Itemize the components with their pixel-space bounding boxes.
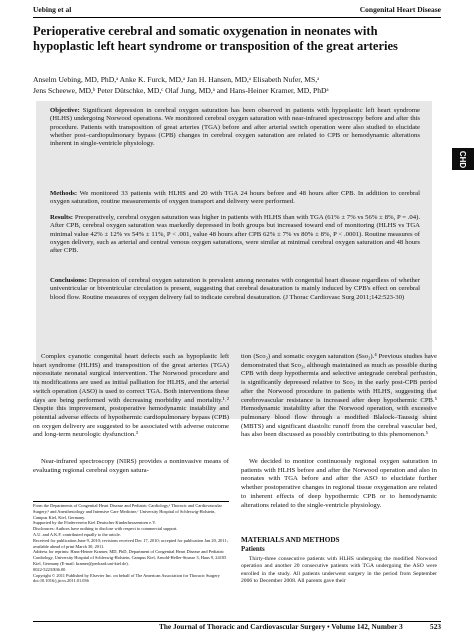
footnote-copyright: Copyright © 2011 Published by Elsevier Inc. on behalf of The American Association for Thoracic Surgery (33, 572, 220, 578)
running-section: Congenital Heart Disease (359, 5, 441, 14)
title-line-1: Perioperative cerebral and somatic oxygenation in neonates with (33, 24, 378, 38)
subsection-heading: Patients (241, 546, 265, 553)
results-text: Preoperatively, cerebral oxygen saturation was higher in patients with HLHS than with TGA (61% ± 7% vs 56% ± 8%, P = .04). After CPB, cerebral oxygen saturation was markedly depressed in both groups but increased toward end of monitoring (HLHS vs TGA minimal value 42% ± 12% vs 54% ± 11%, P < .001, value 48 hours after CPB 62% ± 7% vs 80% ± 8%, P < .0001). Routine measures of oxygen delivery, such as arterial and central venous oxygen saturations, were similar at minimal cerebral oxygen saturation and 48 hours after CPB. (50, 214, 420, 255)
footnote-received: Received for publication June 9, 2010; revisions received Dec 17, 2010; accepted for publication Jan 20, 2011; available ahead of print March 30, 2011. (33, 537, 228, 549)
body-left-paragraph-1: Complex cyanotic congenital heart defects such as hypoplastic left heart syndrome (HLHS) and transposition of the great arteries (TGA) necessitate neonatal surgical intervention. The Norwood procedure and its modifications are used as initial palliation for HLHS, and the arterial switch operation (ASO) is used to correct TGA. Both interventions these days are being performed with decreasing morbidity and mortality.¹˒² Despite this improvement, postoperative hemodynamic instability and potential adverse effects of hypothermic cardiopulmonary bypass (CPB) on oxygen delivery are suggested to be associated with adverse outcome and long-term neurologic dysfunction.³ (33, 353, 229, 439)
footnote-address: Address for reprints: Hans-Heiner Kramer, MD, PhD, Department of Congenital Heart Disease and Pediatric Cardiology, University Hospital of Schleswig-Holstein, Campus Kiel, Arnold-Heller-Strasse 3, Haus 9, 24105 Kiel, Germany (E-mail: kramer@pedcard.uni-kiel.de). (33, 549, 227, 566)
methods-text: We monitored 33 patients with HLHS and 20 with TGA 24 hours before and 48 hours after CPB. In addition to cerebral oxygen saturation, routine measurements of oxygen transport and delivery were performed. (50, 190, 420, 206)
side-tab-label: CHD (458, 150, 468, 168)
section-side-tab (452, 148, 474, 170)
page-number: 523 (430, 622, 441, 631)
body-left-paragraph-2: Near-infrared spectroscopy (NIRS) provides a noninvasive means of evaluating regional cerebral oxygen satura- (33, 458, 229, 474)
footnote-issn: 0022-5223/$36.00 (33, 566, 66, 572)
footnote-disclosures: Disclosures: Authors have nothing to disclose with respect to commercial support. (33, 526, 178, 532)
results-label: Results: (50, 214, 74, 221)
authors-line-2: Jens Scheewe, MD,ᵇ Peter Dütschke, MD,ᶜ Olaf Jung, MD,ᵃ and Hans-Heiner Kramer, MD, PhDᵃ (33, 86, 329, 95)
abstract-objective (50, 107, 420, 148)
footnote-equal-contribution: A.U. and A.K.F. contributed equally to the article. (33, 531, 121, 537)
footer-journal: The Journal of Thoracic and Cardiovascular Surgery • Volume 142, Number 3 (159, 622, 403, 631)
header-rule (33, 17, 441, 18)
authors-line-1: Anselm Uebing, MD, PhD,ᵃ Anke K. Furck, MD,ᵃ Jan H. Hansen, MD,ᵃ Elisabeth Nufer, MS,ᵃ (33, 75, 320, 84)
abstract-methods (50, 190, 420, 207)
section-heading: MATERIALS AND METHODS (241, 536, 340, 544)
footnote-affiliation: From the Departments of Congenital Heart Disease and Pediatric Cardiology,ᵃ Thoracic and Cardiovascular Surgery,ᵇ and Anesthesiology and Intensive Care Medicine,ᶜ University Hospital of Schleswig-Holstein, Campus Kiel, Kiel, Germany. (33, 503, 222, 520)
objective-label: Objective: (50, 107, 80, 114)
abstract-results (50, 214, 420, 255)
conclusions-text: Depression of cerebral oxygen saturation is prevalent among neonates with congenital heart disease regardless of whether univentricular or biventricular circulation is present, suggesting that cerebral desaturation is mainly induced by CPB's effect on cerebral blood flow. Routine measures of oxygen delivery fail to indicate cerebral desaturation. (J Thorac Cardiovasc Surg 2011;142:523-30) (50, 277, 420, 301)
methods-label: Methods: (50, 190, 78, 197)
footnote-rule (33, 501, 229, 502)
footnote-support: Supported by the Förderverein Kiel Deutscher Kinderherzzentren e.V. (33, 520, 156, 526)
abstract-conclusions (50, 277, 420, 302)
objective-text: Significant depression in cerebral oxygen saturation has been observed in patients with hypoplastic left heart syndrome (HLHS) undergoing Norwood operations. We monitored cerebral oxygen saturation with near-infrared spectroscopy before and after this procedure. Patients with transposition of great arteries (TGA) before and after arterial switch operation were also studied to elucidate whether post–cardiopulmonary bypass (CPB) changes in cerebral oxygen saturation are related to CPB or hemodynamic alterations inherent in single-ventricle physiology. (50, 107, 420, 148)
body-right-paragraph-3: Thirty-three consecutive patients with HLHS undergoing the modified Norwood operation and another 20 consecutive patients with TGA undergoing the ASO were enrolled in the study. All patients underwent surgery in the period from September 2006 to December 2008. All parents gave their (241, 556, 437, 585)
author-list (33, 74, 433, 96)
article-title (33, 24, 433, 54)
footnotes (33, 503, 229, 584)
body-right-paragraph-1: tion (Sco₂) and somatic oxygen saturation (Sso₂).⁴ Previous studies have demonstrated that Sco₂, although maintained as much as possible during CPB with deep hypothermia and selective antegrade cerebral perfusion, is significantly depressed relative to Sco₂ in the early post-CPB period after the Norwood procedure in patients with HLHS, suggesting that cerebrovascular resistance is increased after deep hypothermic CPB.⁵ Hemodynamic instability after the Norwood operation, with excessive pulmonary blood flow through a modified Blalock–Taussig shunt (MBTS) and significant diastolic runoff from the cerebral vascular bed, has also been discussed as possibly contributing to this phenomenon.⁵ (241, 353, 437, 439)
title-line-2: hypoplastic left heart syndrome or transposition of the great arteries (33, 39, 398, 53)
body-right-paragraph-2: We decided to monitor continuously regional oxygen saturation in patients with HLHS before and after the Norwood operation and also in neonates with TGA before and after the ASO to elucidate further whether postoperative changes in regional tissue oxygenation are related to inherent effects of deep hypothermic CPB or to hemodynamic alterations related to the single-ventricle physiology. (241, 458, 437, 509)
running-author: Uebing et al (33, 5, 72, 14)
conclusions-label: Conclusions: (50, 277, 87, 284)
footnote-doi: doi:10.1016/j.jtcvs.2011.01.036 (33, 578, 89, 584)
